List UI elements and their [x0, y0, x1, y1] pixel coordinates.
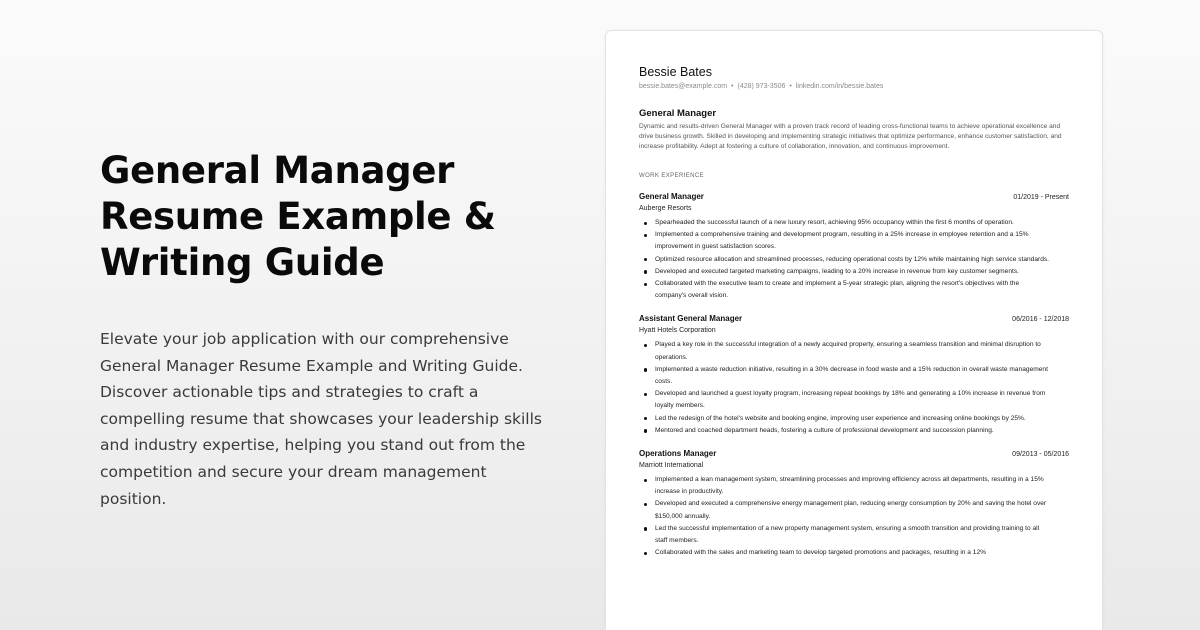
job-dates: 06/2016 - 12/2018 [1012, 316, 1069, 324]
job-company: Auberge Resorts [639, 205, 692, 212]
job-bullet: Spearheaded the successful launch of a new luxury resort, achieving 95% occupancy within the first 6 months of operation. [639, 217, 1069, 229]
job-bullet: Led the successful implementation of a new property management system, ensuring a smooth transition and providing training to all staff members. [639, 523, 1069, 547]
job-entry [639, 192, 1069, 302]
job-title: Operations Manager [639, 449, 717, 459]
hero-section [100, 148, 550, 512]
resume-phone: (428) 973-3506 [737, 83, 786, 90]
resume-title: General Manager [639, 108, 717, 119]
job-entry [639, 449, 1069, 559]
resume-contact: bessie.bates@example.com • (428) 973-3506 • linkedin.com/in/bessie.bates [639, 83, 884, 90]
job-company: Hyatt Hotels Corporation [639, 327, 716, 335]
job-bullet: Developed and executed targeted marketing campaigns, leading to a 20% increase in revenue from key customer segments. [639, 266, 1069, 278]
resume-summary: Dynamic and results-driven General Manager with a proven track record of leading cross-functional teams to achieve operational excellence and drive business growth. Skilled in developing and implementing strategic initiatives that optimize performance, enhance customer satisfaction, and increase profitability. Adept at fostering a culture of collaboration, innovation, and continuous improvement. [639, 123, 1062, 150]
resume-name: Bessie Bates [639, 65, 712, 79]
job-bullet: Led the redesign of the hotel's website and booking engine, improving user experience and increasing online bookings by 25%. [639, 413, 1069, 425]
job-bullet: Mentored and coached department heads, fostering a culture of professional development and succession planning. [639, 425, 1069, 437]
job-bullet: Implemented a comprehensive training and development program, resulting in a 25% increase in employee retention and a 15% improvement in guest satisfaction scores. [639, 229, 1069, 253]
work-experience-heading: WORK EXPERIENCE [639, 173, 705, 179]
job-bullets [639, 217, 1069, 302]
resume-email: bessie.bates@example.com [639, 83, 728, 90]
job-title: Assistant General Manager [639, 314, 743, 324]
job-bullet: Played a key role in the successful integration of a newly acquired property, ensuring a seamless transition and minimal disruption to operations. [639, 339, 1069, 363]
job-bullet: Implemented a waste reduction initiative, resulting in a 30% decrease in food waste and a 15% reduction in overall waste management costs. [639, 364, 1069, 388]
page-title: General Manager Resume Example & Writing Guide [100, 149, 496, 284]
job-entry [639, 314, 1069, 437]
job-dates: 09/2013 - 05/2016 [1012, 451, 1069, 459]
job-company: Marriott International [639, 462, 704, 470]
job-bullet: Optimized resource allocation and streamlined processes, reducing operational costs by 12% while maintaining high service standards. [639, 254, 1069, 266]
page-description: Elevate your job application with our comprehensive General Manager Resume Example and Writing Guide. Discover actionable tips and strategies to craft a compelling resume that showcases your leadership skills and industry expertise, helping you stand out from the competition and secure your dream management position. [100, 330, 542, 508]
job-bullet: Developed and executed a comprehensive energy management plan, reducing energy consumption by 20% and saving the hotel over $150,000 annually. [639, 498, 1069, 522]
resume-linkedin: linkedin.com/in/bessie.bates [795, 83, 884, 90]
job-bullet: Implemented a lean management system, streamlining processes and improving efficiency across all departments, resulting in a 15% increase in productivity. [639, 474, 1069, 498]
job-title: General Manager [639, 192, 704, 201]
job-bullet: Collaborated with the sales and marketing team to develop targeted promotions and packages, resulting in a 12% [639, 547, 1069, 559]
job-bullets [639, 474, 1069, 559]
job-bullet: Collaborated with the executive team to create and implement a 5-year strategic plan, aligning the resort's objectives with the company's overall vision. [639, 278, 1069, 302]
resume-preview [605, 30, 1103, 630]
job-bullet: Developed and launched a guest loyalty program, increasing repeat bookings by 18% and generating a 10% increase in revenue from loyalty members. [639, 388, 1069, 412]
job-bullets [639, 339, 1069, 437]
job-dates: 01/2019 - Present [1013, 194, 1069, 201]
